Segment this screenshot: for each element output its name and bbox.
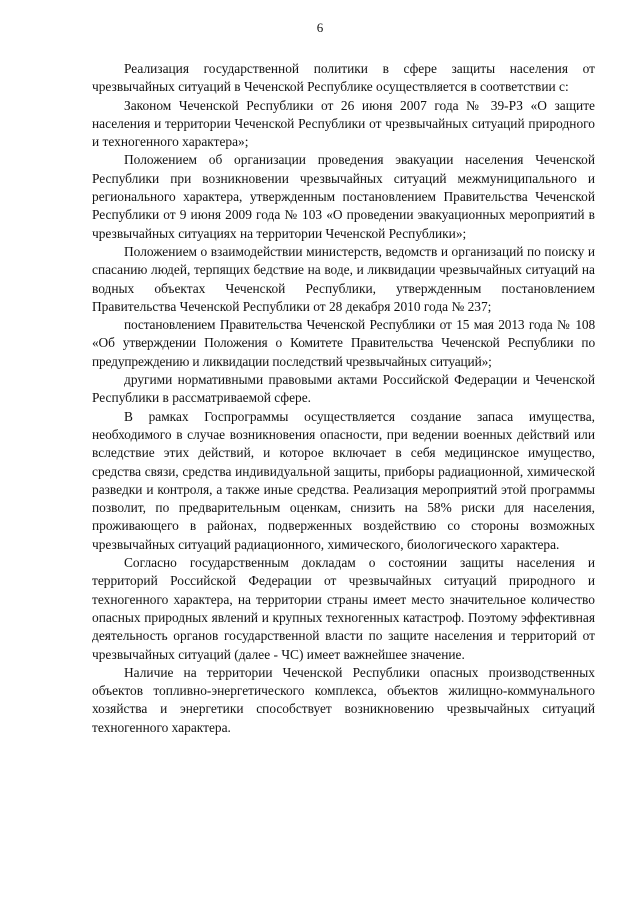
paragraph-resolution-108: постановлением Правительства Чеченской Республики от 15 мая 2013 года № 108 «Об утверждении Положения о Комитете Правительства Чеченской Республики по предупреждению и ликвидации последствий чрезвычайных ситуаций»;: [92, 317, 595, 369]
paragraph-intro: Реализация государственной политики в сфере защиты населения от чрезвычайных ситуаций в Чеченской Республике осуществляется в соответствии с:: [92, 61, 595, 95]
paragraph-state-program: В рамках Госпрограммы осуществляется создание запаса имущества, необходимого в случае возникновения опасности, при ведении военных действий или вследствие этих действий, и которое включает в себя медицинское имущество, средства связи, средства индивидуальной защиты, приборы радиационной, химической разведки и контроля, а также иные средства. Реализация мероприятий этой программы позволит, по предварительным оценкам, снизить на 58% риски для населения, проживающего в районах, подверженных воздействию со стороны возможных чрезвычайных ситуаций радиационного, химического, биологического характера.: [92, 408, 595, 552]
paragraph-evacuation-regulation: Положением об организации проведения эвакуации населения Чеченской Республики при возникновении чрезвычайных ситуаций межмуниципального и регионального характера, утвержденным постановлением Правительства Чеченской Республики от 9 июня 2009 года № 103 «О проведении эвакуационных мероприятий в чрезвычайных ситуациях на территории Чеченской Республики»;: [92, 152, 595, 241]
paragraph-other-acts: другими нормативными правовыми актами Российской Федерации и Чеченской Республики в рассматриваемой сфере.: [92, 372, 595, 406]
paragraph-law-39-rz: Законом Чеченской Республики от 26 июня 2007 года № 39-РЗ «О защите населения и территории Чеченской Республики от чрезвычайных ситуаций природного и техногенного характера»;: [92, 97, 595, 150]
document-body: [92, 60, 595, 737]
paragraph-hazardous-facilities: Наличие на территории Чеченской Республики опасных производственных объектов топливно-энергетического комплекса, объектов жилищно-коммунального хозяйства и энергетики способствует возникновению чрезвычайных ситуаций техногенного характера.: [92, 664, 595, 735]
paragraph-state-reports: Согласно государственным докладам о состоянии защиты населения и территорий Российской Федерации от чрезвычайных ситуаций природного и техногенного характера, на территории страны имеет место значительное количество опасных природных явлений и крупных техногенных катастроф. Поэтому эффективная деятельность органов государственной власти по защите населения и территорий от чрезвычайных ситуаций (далее - ЧС) имеет важнейшее значение.: [92, 555, 595, 662]
paragraph-water-rescue-regulation: Положением о взаимодействии министерств, ведомств и организаций по поиску и спасанию людей, терпящих бедствие на воде, и ликвидации чрезвычайных ситуаций на водных объектах Чеченской Республики, утвержденным постановлением Правительства Чеченской Республики от 28 декабря 2010 года № 237;: [92, 243, 595, 314]
page-number: 6: [316, 20, 324, 35]
